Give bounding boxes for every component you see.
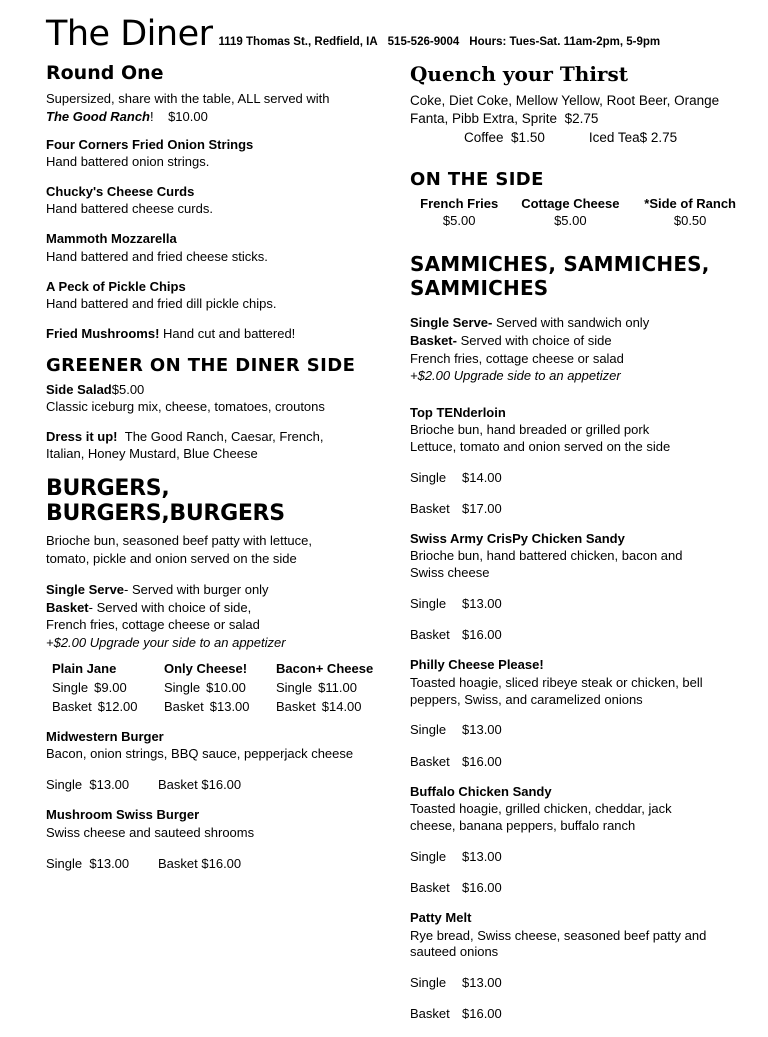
basket-price: $16.00 [201,777,242,793]
single-price: $13.00 [89,777,130,793]
burgers-single-label: Single Serve [46,582,125,598]
menu-item-name [46,429,388,445]
menu-item-single-price [410,721,748,739]
round-one-ranch-label: The Good Ranch [46,108,150,124]
menu-item-desc: Hand battered cheese curds. [46,201,213,217]
single-label: Single [52,680,89,696]
basket-price: $13.00 [209,699,250,715]
section-heading-round-one: Round One [46,62,164,84]
menu-item-basket-price [410,753,748,771]
single-price: $14.00 [462,469,502,485]
menu-item-name: Mushroom Swiss Burger [46,807,200,823]
drinks-list-line2-text: Fanta, Pibb Extra, Sprite [410,111,558,127]
menu-item-desc-2: Lettuce, tomato and onion served on the side [410,438,671,454]
burger-basket-row [164,698,276,717]
side-price: $5.00 [554,213,587,229]
dressing-list-line2: Italian, Honey Mustard, Blue Cheese [46,446,258,462]
burger-single-row [164,679,276,698]
side-salad-price: $5.00 [111,381,145,397]
single-price: $10.00 [206,680,246,696]
menu-item-swiss-army-chicken [410,531,748,644]
burgers-basket-note-text: - Served with choice of side, [88,599,252,615]
menu-item-name: Mammoth Mozzarella [46,231,177,247]
burgers-desc-line1: Brioche bun, seasoned beef patty with lettuce, [46,533,312,549]
menu-item-desc-2: Swiss cheese [410,565,490,581]
side-price: $0.50 [673,213,707,229]
basket-label: Basket [158,777,198,793]
menu-item-name: Four Corners Fried Onion Strings [46,137,254,153]
side-price-table [410,196,748,228]
single-label: Single [410,722,447,738]
single-label: Single [164,680,201,696]
section-heading-greener: GREENER ON THE DINER SIDE [46,354,356,376]
burgers-upgrade-note: +$2.00 Upgrade your side to an appetizer [46,634,286,650]
sammiches-basket-label: Basket- [410,332,457,348]
drinks-list-line1: Coke, Diet Coke, Mellow Yellow, Root Beer, Orange [410,93,720,108]
side-column-header: French Fries [420,196,499,212]
basket-label: Basket [410,880,450,896]
basket-price: $17.00 [462,500,502,516]
menu-item-name: Buffalo Chicken Sandy [410,783,552,799]
burgers-basket-note [46,599,388,617]
drinks-coffee-tea-row [410,130,748,145]
menu-item-desc: Hand battered onion strings. [46,154,210,170]
menu-item-philly-cheese [410,657,748,770]
basket-label: Basket [410,1006,450,1022]
menu-item-prices [46,776,388,794]
restaurant-contact [219,36,661,48]
burger-price-grid [52,661,388,717]
basket-price: $14.00 [321,699,362,715]
menu-item-name [46,326,388,342]
section-heading-drinks: Quench your Thirst [410,62,628,86]
basket-price: $16.00 [462,1006,502,1022]
burger-price-column [164,661,276,717]
burgers-single-serve-note [46,581,388,599]
basket-label: Basket [410,500,450,516]
single-price: $13.00 [462,975,502,991]
menu-item-basket-price [410,500,748,518]
restaurant-name: The Diner [46,14,213,54]
menu-item-basket-price [410,1005,748,1023]
single-label: Single [276,680,313,696]
menu-item-desc: Swiss cheese and sauteed shrooms [46,824,255,840]
menu-item-name: A Peck of Pickle Chips [46,278,186,294]
menu-item-desc: Hand cut and battered! [163,325,296,341]
sammiches-basket-note-text: Served with choice of side [460,332,612,348]
side-column-header: Cottage Cheese [521,196,620,212]
menu-item [46,137,388,171]
side-salad-label: Side Salad [46,381,112,397]
menu-header [0,0,768,58]
burger-variant-name: Only Cheese! [164,661,248,677]
burger-price-column [276,661,388,717]
section-heading-burgers: BURGERS, BURGERS,BURGERS [46,476,285,527]
menu-item-midwestern-burger [46,729,388,794]
table-row [410,213,748,228]
basket-price: $16.00 [462,880,502,896]
basket-label: Basket [164,699,204,715]
single-label: Single [410,596,447,612]
menu-item-dressings [46,429,388,463]
side-column-header: *Side of Ranch [644,196,737,212]
menu-item-desc-2: peppers, Swiss, and caramelized onions [410,691,643,707]
burgers-desc-line2: tomato, pickle and onion served on the side [46,550,297,566]
single-price: $9.00 [94,680,127,696]
table-row [410,196,748,213]
sammiches-basket-note [410,332,748,350]
sammiches-upgrade-note: +$2.00 Upgrade side to an appetizer [410,368,621,384]
menu-item-desc: Brioche bun, hand breaded or grilled pork [410,421,650,437]
single-label: Single [410,469,447,485]
single-price: $13.00 [89,855,130,871]
iced-tea-label: Iced Tea [588,130,640,146]
menu-item-patty-melt [410,910,748,1023]
menu-item-desc: Classic iceburg mix, cheese, tomatoes, croutons [46,399,325,415]
round-one-intro [46,90,388,125]
burgers-basket-label: Basket [46,599,89,615]
menu-item-prices [46,855,388,873]
section-heading-sammiches: SAMMICHES, SAMMICHES, SAMMICHES [410,252,710,301]
basket-price: $16.00 [462,753,502,769]
basket-label: Basket [276,699,316,715]
menu-item-buffalo-chicken [410,784,748,897]
menu-item [46,279,388,313]
menu-item-single-price [410,469,748,487]
basket-label: Basket [52,699,92,715]
dressing-list-line1: The Good Ranch, Caesar, French, [124,429,324,445]
burger-variant-name: Bacon+ Cheese [276,661,374,677]
menu-item-top-tenderloin [410,405,748,518]
drinks-list-line2 [410,110,748,128]
menu-item-name: Philly Cheese Please! [410,657,544,673]
single-label: Single [46,855,83,871]
menu-item-name: Swiss Army CrisPy Chicken Sandy [410,531,625,547]
basket-price: $12.00 [97,699,138,715]
menu-item-desc: Bacon, onion strings, BBQ sauce, pepperjack cheese [46,746,354,762]
menu-item-name: Midwestern Burger [46,729,164,745]
restaurant-phone: 515-526-9004 [387,36,460,48]
burger-basket-row [52,698,164,717]
basket-price: $16.00 [462,627,502,643]
coffee-label: Coffee [464,130,504,146]
dressing-label: Dress it up! [46,429,118,445]
menu-item-name [46,382,388,398]
section-heading-on-the-side: ON THE SIDE [410,169,544,191]
burger-variant-name: Plain Jane [52,661,117,677]
menu-item-basket-price [410,626,748,644]
menu-item-desc: Hand battered and fried cheese sticks. [46,248,268,264]
menu-item-name-text: Fried Mushrooms! [46,325,160,341]
single-label: Single [46,777,83,793]
side-price: $5.00 [442,213,476,229]
menu-item-desc: Brioche bun, hand battered chicken, bacon and [410,548,683,564]
menu-item-single-price [410,974,748,992]
single-price: $13.00 [462,848,502,864]
menu-column-right [398,58,748,1037]
round-one-intro-line: Supersized, share with the table, ALL served with [46,91,330,106]
menu-item-desc: Rye bread, Swiss cheese, seasoned beef patty and [410,927,707,943]
coffee-price: $1.50 [511,130,545,146]
menu-item [46,231,388,265]
menu-item-desc-2: sauteed onions [410,944,499,960]
burgers-basket-sides: French fries, cottage cheese or salad [46,617,260,633]
round-one-intro-punct: ! [150,108,154,124]
menu-item-name: Patty Melt [410,910,472,926]
single-label: Single [410,848,447,864]
menu-item [46,326,388,342]
sammiches-basket-sides: French fries, cottage cheese or salad [410,350,624,366]
menu-item-desc: Toasted hoagie, grilled chicken, cheddar, jack [410,801,672,817]
iced-tea-price: $ 2.75 [639,130,678,146]
burgers-single-note: - Served with burger only [124,582,269,598]
menu-item-mushroom-swiss-burger [46,807,388,872]
menu-item-name: Chucky's Cheese Curds [46,184,195,200]
menu-item-single-price [410,595,748,613]
burger-basket-row [276,698,388,717]
basket-label: Basket [410,627,450,643]
round-one-price: $10.00 [168,108,208,124]
sammiches-single-note-text: Served with sandwich only [496,315,650,331]
basket-price: $16.00 [201,855,242,871]
restaurant-hours: Hours: Tues-Sat. 11am-2pm, 5-9pm [469,36,661,48]
menu-column-left [46,58,398,1037]
sammiches-single-label: Single Serve- [410,315,493,331]
restaurant-address: 1119 Thomas St., Redfield, IA [218,36,378,48]
menu-item-desc: Toasted hoagie, sliced ribeye steak or chicken, bell [410,674,703,690]
menu-item-desc: Hand battered and fried dill pickle chips. [46,295,277,311]
burger-single-row [52,679,164,698]
burger-price-column [52,661,164,717]
burger-single-row [276,679,388,698]
menu-columns [0,58,768,1037]
single-label: Single [410,975,447,991]
menu-item-name: Top TENderloin [410,404,506,420]
basket-label: Basket [158,855,198,871]
menu-item-single-price [410,848,748,866]
basket-label: Basket [410,753,450,769]
single-price: $13.00 [462,722,502,738]
menu-item [46,184,388,218]
menu-item-desc-2: cheese, banana peppers, buffalo ranch [410,817,636,833]
sammiches-single-note [410,314,748,332]
menu-item-basket-price [410,879,748,897]
menu-item-side-salad [46,382,388,416]
single-price: $11.00 [318,680,357,696]
soda-price: $2.75 [564,111,599,127]
single-price: $13.00 [462,596,502,612]
